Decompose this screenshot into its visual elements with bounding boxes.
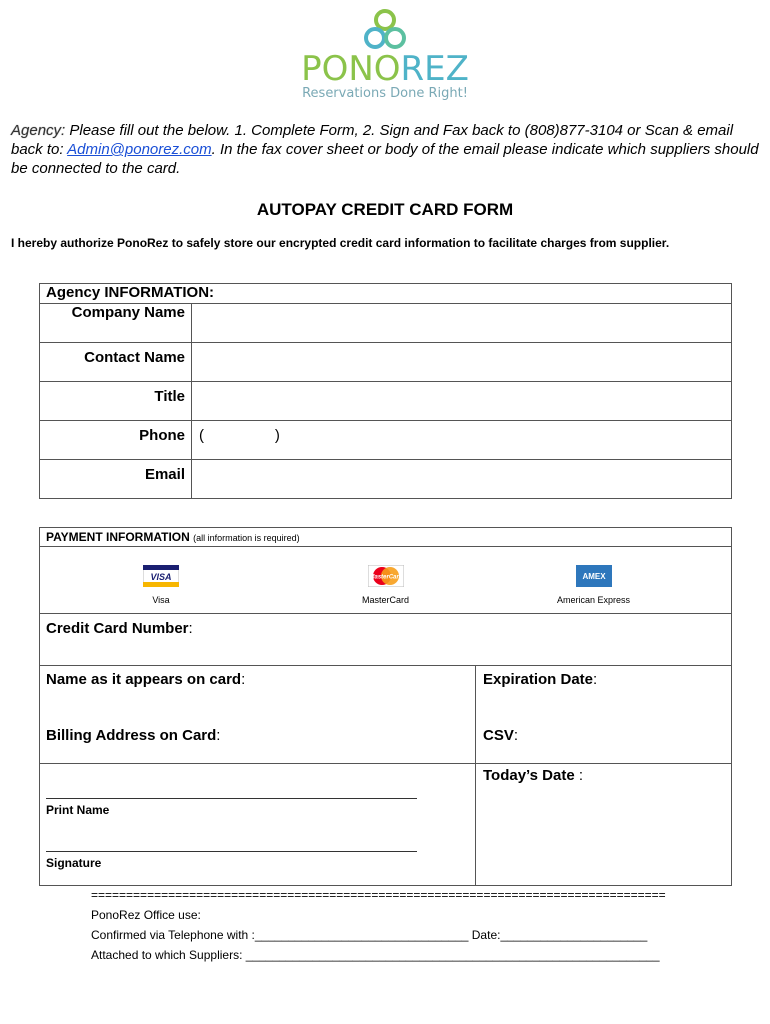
payment-header-note: (all information is required) xyxy=(193,533,300,543)
attached-suppliers-line: Attached to which Suppliers: ______________________________________________________________ xyxy=(91,948,660,962)
ponorez-logo xyxy=(300,8,470,100)
contact-name-label: Contact Name xyxy=(40,343,192,382)
contact-name-field[interactable] xyxy=(192,343,732,382)
billing-address-label: Billing Address on Card xyxy=(46,727,217,744)
mastercard-label: MasterCard xyxy=(362,595,410,605)
signature-label: Signature xyxy=(46,856,102,870)
form-title: AUTOPAY CREDIT CARD FORM xyxy=(256,200,514,219)
payment-information-section xyxy=(39,527,732,886)
office-use-title: PonoRez Office use: xyxy=(91,908,201,922)
name-on-card-field[interactable]: Name as it appears on card: xyxy=(46,671,246,688)
name-on-card-label: Name as it appears on card xyxy=(46,671,242,688)
visa-label: Visa xyxy=(152,595,170,605)
intro-text-2: . In the fax cover sheet or body of the email please indicate which suppliers should be connected to the card. xyxy=(11,141,759,177)
csv-field[interactable]: CSV: xyxy=(483,727,519,744)
expiration-date-field[interactable]: Expiration Date: xyxy=(483,671,598,688)
card-option-visa[interactable] xyxy=(143,565,179,605)
agency-information-table xyxy=(39,283,732,499)
card-types-row xyxy=(40,547,731,614)
agency-label: Agency: xyxy=(11,122,66,139)
card-option-amex[interactable] xyxy=(557,565,630,605)
mastercard-icon xyxy=(368,565,404,587)
card-option-mastercard[interactable] xyxy=(362,565,409,605)
email-label: Email xyxy=(40,460,192,499)
svg-text:VISA: VISA xyxy=(150,572,172,582)
company-name-field[interactable] xyxy=(192,304,732,343)
signature-line[interactable] xyxy=(46,851,417,852)
column-divider xyxy=(475,666,476,763)
csv-label: CSV xyxy=(483,727,514,744)
phone-label: Phone xyxy=(40,421,192,460)
ponorez-logo-icon xyxy=(362,8,408,54)
payment-information-header xyxy=(40,528,731,547)
company-name-label: Company Name xyxy=(40,304,192,343)
credit-card-number-label: Credit Card Number xyxy=(46,620,189,637)
payment-header-title: PAYMENT INFORMATION xyxy=(46,530,190,544)
intro-instructions xyxy=(11,121,761,178)
title-label: Title xyxy=(40,382,192,421)
email-field[interactable] xyxy=(192,460,732,499)
admin-email-link[interactable]: Admin@ponorez.com xyxy=(67,141,212,158)
title-field[interactable] xyxy=(192,382,732,421)
column-divider xyxy=(475,764,476,886)
print-name-label: Print Name xyxy=(46,803,110,817)
agency-information-header: Agency INFORMATION: xyxy=(40,284,732,304)
svg-text:AMEX: AMEX xyxy=(581,572,606,581)
todays-date-field[interactable]: Today’s Date : xyxy=(483,767,584,784)
todays-date-label: Today’s Date xyxy=(483,767,575,784)
phone-field[interactable]: ( ) xyxy=(192,421,732,460)
visa-icon xyxy=(143,565,179,587)
logo-tagline: Reservations Done Right! xyxy=(302,86,468,101)
credit-card-number-field[interactable]: Credit Card Number: xyxy=(40,614,731,666)
expiration-date-label: Expiration Date xyxy=(483,671,594,688)
office-use-section xyxy=(91,885,691,965)
amex-icon xyxy=(576,565,612,587)
billing-address-field[interactable]: Billing Address on Card: xyxy=(46,727,221,744)
intro-text-1: Please fill out the below. 1. Complete Form, 2. Sign and Fax back to (808)877-3104 or Scan & email back to: xyxy=(11,122,734,158)
confirmed-via-telephone-line: Confirmed via Telephone with :________________________________ Date:______________________ xyxy=(91,928,648,942)
svg-text:MasterCard: MasterCard xyxy=(368,574,403,581)
logo-wordmark: PONOREZ xyxy=(301,49,469,89)
signature-row xyxy=(40,764,731,886)
print-name-line[interactable] xyxy=(46,798,417,799)
amex-label: American Express xyxy=(557,595,631,605)
name-expiration-row xyxy=(40,666,731,764)
office-separator: ================================================================================== xyxy=(91,888,666,902)
authorization-statement: I hereby authorize PonoRez to safely store our encrypted credit card information to facilitate charges from supplier. xyxy=(11,236,670,250)
